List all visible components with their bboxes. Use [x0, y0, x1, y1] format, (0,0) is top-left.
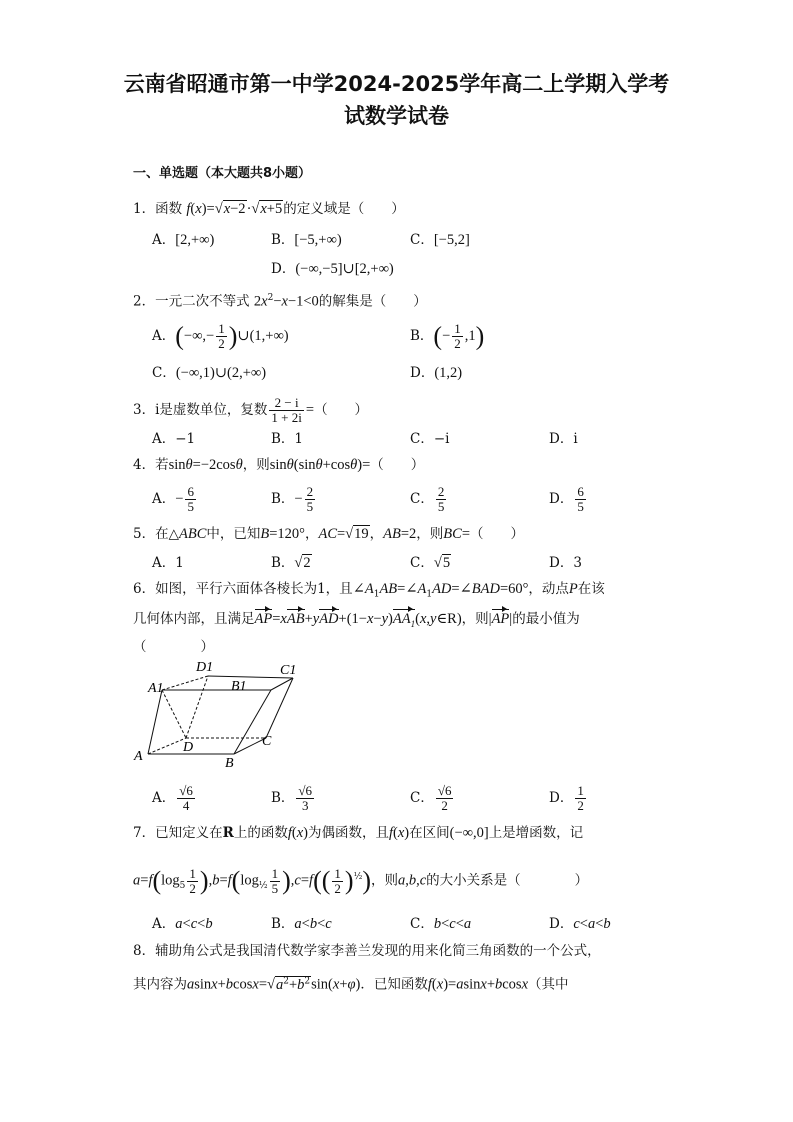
edge-a-a1 [148, 690, 162, 754]
question-1: 1．函数 f(x)=√x−2·√x+5的定义域是（ ） [133, 201, 405, 217]
label-b1: B1 [231, 679, 247, 694]
edge-c-c1 [266, 678, 293, 738]
q3-option-a: A．−1 [152, 431, 196, 447]
q6-option-b: B． $\frac{√6}{3}$ [271, 783, 313, 813]
edge-a1-d1 [162, 676, 208, 690]
label-d1: D1 [196, 660, 214, 675]
diag-a1-d [162, 690, 186, 738]
q4-option-c: C． $\frac{2}{5}$ [410, 484, 445, 514]
q2-option-a: A．(−∞,− $\frac{1}{2}$ )∪(1,+∞) [152, 321, 289, 351]
question-2: 2．一元二次不等式 $2x^2-x-1<0$的解集是（ ） [133, 293, 427, 310]
q5-option-d: D．3 [549, 555, 582, 571]
label-c: C [262, 734, 272, 749]
q2-option-c: C．(−∞,1)∪(2,+∞) [152, 365, 267, 381]
question-6: 6．如图，平行六面体各棱长为1，且$\angle A_1AB=\angle A_1AD=\angle BAD=60^\circ$，动点P在该 [133, 581, 605, 600]
question-4: 4．若sinθ=−2cosθ，则sinθ(sinθ+cosθ)=（ ） [133, 457, 425, 473]
q1-option-a: A．[2,+∞) [152, 232, 215, 248]
q7-option-c: C．b<c<a [410, 916, 472, 932]
q1-option-c: C．[−5,2] [410, 232, 470, 248]
section-heading: 一、单选题（本大题共8小题） [133, 166, 312, 181]
question-6-line2: 几何体内部，且满足$AP=xAB+yAD+(1-x-y)AA_1(x,y\in R)$，则|AP|的最小值为 [133, 608, 580, 635]
q4-option-d: D． $\frac{6}{5}$ [549, 484, 584, 514]
question-8-line2: 其内容为$asinx+bcosx=√a^2+b^2\sin(x+\varphi)$．已知函数f(x)=asinx+bcosx（其中 [133, 976, 569, 993]
q6-option-d: D． $\frac{1}{2}$ [549, 783, 584, 813]
edge-d-d1 [186, 676, 208, 738]
question-5: 5．在△ABC中，已知B=120°，AC=√19，AB=2，则BC=（ ） [133, 526, 525, 542]
q6-option-c: C． $\frac{√6}{2}$ [410, 783, 452, 813]
q5-option-c: C．√5 [410, 555, 451, 571]
label-d: D [183, 740, 194, 755]
label-c1: C1 [280, 663, 297, 678]
q3-option-b: B．1 [271, 431, 304, 447]
q2-option-d: D．(1,2) [410, 365, 463, 381]
question-8: 8．辅助角公式是我国清代数学家李善兰发现的用来化简三角函数的一个公式， [133, 943, 601, 959]
q5-option-a: A．1 [152, 555, 184, 571]
q7-option-b: B．a<b<c [271, 916, 332, 932]
q1-option-b: B．[−5,+∞) [271, 232, 342, 248]
q7-option-d: D．c<a<b [549, 916, 611, 932]
label-a1: A1 [148, 681, 164, 696]
q4-option-b: B．− $\frac{2}{5}$ [271, 484, 314, 514]
question-3: 3．i是虚数单位，复数 $\frac{2 - i}{1 + 2i}$ =（ ） [133, 395, 369, 425]
question-7-line2: $a=f(\log_5$ $\frac{1}{2}$ )$,b=f(\log_{\frac{1}{2}}$ $\frac{1}{5}$ ),c=f(( $\frac{1}{2}$ )$^{\frac{1}{2}}$)，则a,b,c的大小关系是（ ） [133, 865, 589, 896]
label-a: A [134, 749, 143, 764]
edge-b1-c1 [271, 678, 293, 690]
q5-option-b: B．√2 [271, 555, 311, 571]
question-7: 7．已知定义在R上的函数f(x)为偶函数，且f(x)在区间(−∞,0]上是增函数，记 [133, 825, 584, 841]
q1-option-d: D．(−∞,−5]∪[2,+∞) [271, 261, 394, 277]
question-6-line3: （ ） [133, 639, 214, 655]
q7-option-a: A．a<c<b [152, 916, 213, 932]
edge-a-d [148, 738, 186, 754]
q2-option-b: B．(− $\frac{1}{2}$ ,1) [410, 321, 485, 351]
page-title-line2: 试数学试卷 [344, 104, 449, 128]
q6-option-a: A． $\frac{√6}{4}$ [152, 783, 193, 813]
q4-option-a: A．− $\frac{6}{5}$ [152, 484, 194, 514]
label-b: B [225, 756, 234, 771]
parallelepiped-figure [128, 656, 308, 772]
q3-option-c: C．−i [410, 431, 450, 447]
q3-option-d: D．i [549, 431, 578, 447]
page-title-line1: 云南省昭通市第一中学2024-2025学年高二上学期入学考 [123, 72, 670, 96]
